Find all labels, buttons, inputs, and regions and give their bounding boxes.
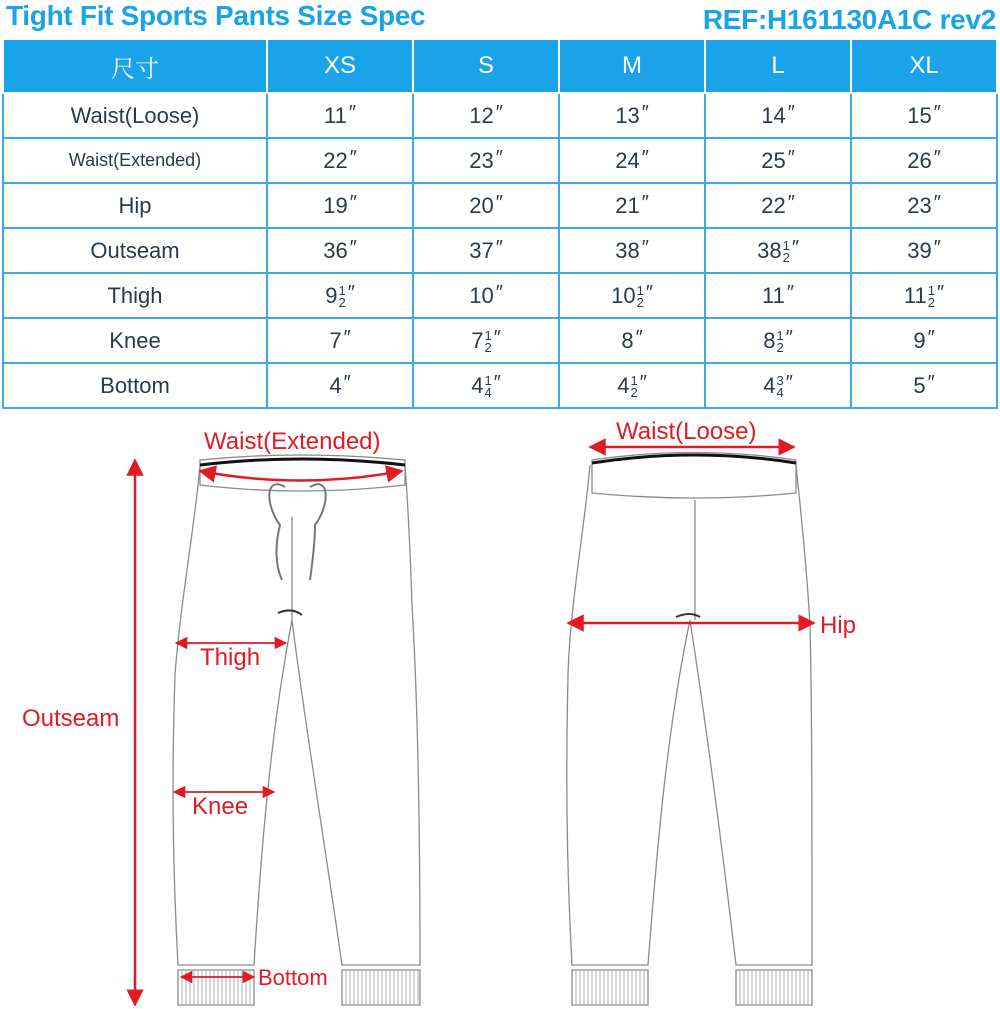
value-whole: 15 — [907, 103, 932, 128]
value-fraction — [776, 330, 783, 354]
value-whole: 14 — [761, 103, 786, 128]
table-row — [3, 183, 997, 228]
inch-mark: ″ — [927, 372, 935, 394]
measurement-label: Outseam — [3, 228, 267, 273]
inch-mark: ″ — [641, 192, 649, 214]
fraction-numerator: 1 — [776, 328, 784, 344]
fraction-numerator: 1 — [484, 328, 492, 344]
inch-mark: ″ — [635, 327, 643, 349]
value-whole: 38 — [757, 237, 782, 263]
value-whole: 19 — [323, 193, 348, 218]
knee-label: Knee — [192, 793, 249, 820]
fraction-numerator: 1 — [630, 373, 638, 389]
drawstring-left — [269, 484, 285, 580]
measurement-value — [705, 273, 851, 318]
value-whole: 22 — [761, 193, 786, 218]
measurement-value — [705, 363, 851, 408]
measurement-value — [267, 318, 413, 363]
inch-mark: ″ — [933, 192, 941, 214]
inch-mark: ″ — [343, 327, 351, 349]
fraction-numerator: 1 — [636, 283, 644, 299]
inch-mark: ″ — [495, 102, 503, 124]
reference-code: REF:H161130A1C rev2 — [702, 4, 996, 35]
value-whole: 12 — [469, 103, 494, 128]
value-whole: 23 — [469, 148, 494, 173]
drawstring-right — [310, 484, 326, 580]
inch-mark: ″ — [787, 192, 795, 214]
measurement-value — [705, 138, 851, 183]
size-header: L — [705, 39, 851, 93]
value-whole: 11 — [324, 103, 347, 128]
fraction-denominator: 2 — [484, 340, 492, 356]
front-pocket-mark — [278, 610, 302, 615]
inch-mark: ″ — [641, 102, 649, 124]
measurement-value — [267, 228, 413, 273]
back-pants-outline — [567, 453, 812, 1006]
fraction-denominator: 2 — [782, 250, 790, 266]
measurement-value — [705, 228, 851, 273]
inch-mark: ″ — [495, 147, 503, 169]
inch-mark: ″ — [787, 147, 795, 169]
measurement-value — [413, 228, 559, 273]
size-spec-table — [2, 38, 998, 409]
measurement-value — [559, 93, 705, 138]
measurement-value — [705, 93, 851, 138]
measurement-value — [267, 93, 413, 138]
waistband-front-edge — [200, 459, 405, 465]
measurement-value — [413, 138, 559, 183]
measurement-label: Bottom — [3, 363, 267, 408]
value-whole: 24 — [615, 148, 640, 173]
measurement-label: Waist(Extended) — [3, 138, 267, 183]
value-whole: 11 — [903, 282, 927, 308]
inch-mark: ″ — [639, 371, 647, 394]
inch-mark: ″ — [787, 102, 795, 124]
value-whole: 9 — [325, 282, 338, 308]
measurement-value — [267, 363, 413, 408]
value-fraction — [783, 240, 790, 264]
measurement-value — [267, 273, 413, 318]
fraction-denominator: 4 — [776, 385, 784, 401]
inch-mark: ″ — [936, 281, 945, 304]
table-row — [3, 273, 997, 318]
measurement-value — [413, 93, 559, 138]
measurement-value — [851, 363, 997, 408]
measurement-value — [851, 183, 997, 228]
front-pants-outline — [173, 455, 420, 1005]
measurement-value — [851, 228, 997, 273]
back-pocket-mark — [676, 614, 700, 617]
value-whole: 36 — [323, 238, 348, 263]
waist-extended-label: Waist(Extended) — [204, 428, 381, 455]
inch-mark: ″ — [495, 192, 503, 214]
measurement-value — [705, 318, 851, 363]
value-whole: 23 — [907, 193, 932, 218]
value-fraction — [338, 285, 345, 309]
size-header: XL — [851, 39, 997, 93]
measurement-label: Thigh — [3, 273, 267, 318]
inch-mark: ″ — [495, 282, 503, 304]
size-header: M — [559, 39, 705, 93]
inch-mark: ″ — [785, 326, 793, 349]
measurement-value — [851, 273, 997, 318]
value-fraction — [484, 330, 491, 354]
inch-mark: ″ — [493, 326, 501, 349]
value-whole: 10 — [611, 282, 636, 308]
inch-mark: ″ — [927, 327, 935, 349]
inch-mark: ″ — [933, 102, 941, 124]
table-row — [3, 93, 997, 138]
size-header: XS — [267, 39, 413, 93]
measurement-value — [413, 273, 559, 318]
hip-label: Hip — [820, 612, 857, 639]
value-whole: 7 — [329, 328, 342, 353]
fraction-denominator: 2 — [338, 295, 346, 311]
table-row — [3, 363, 997, 408]
inch-mark: ″ — [645, 281, 653, 304]
value-whole: 39 — [907, 238, 932, 263]
value-whole: 38 — [615, 238, 640, 263]
fraction-numerator: 3 — [776, 373, 784, 389]
size-header: S — [413, 39, 559, 93]
value-whole: 20 — [469, 193, 494, 218]
measurement-value — [851, 318, 997, 363]
value-fraction — [637, 285, 644, 309]
inch-mark: ″ — [349, 147, 357, 169]
value-whole: 10 — [469, 283, 494, 308]
measurement-value — [413, 318, 559, 363]
value-whole: 26 — [907, 148, 932, 173]
inch-mark: ″ — [349, 192, 357, 214]
inch-mark: ″ — [343, 372, 351, 394]
measurement-value — [559, 363, 705, 408]
inch-mark: ″ — [641, 147, 649, 169]
inch-mark: ″ — [933, 237, 941, 259]
measurement-value — [413, 363, 559, 408]
fraction-denominator: 2 — [636, 295, 644, 311]
table-row — [3, 138, 997, 183]
waist-extended-arrow — [200, 471, 402, 481]
value-whole: 9 — [913, 328, 926, 353]
value-whole: 25 — [761, 148, 786, 173]
inch-mark: ″ — [349, 237, 357, 259]
value-fraction — [776, 375, 783, 399]
measurement-value — [705, 183, 851, 228]
fraction-numerator: 1 — [927, 283, 935, 299]
corner-label: 尺寸 — [3, 39, 267, 93]
value-whole: 8 — [621, 328, 634, 353]
pants-diagram — [0, 405, 1000, 1009]
measurement-value — [267, 183, 413, 228]
table-header-row — [3, 39, 997, 93]
value-whole: 21 — [615, 193, 640, 218]
inch-mark: ″ — [493, 371, 501, 394]
inch-mark: ″ — [791, 236, 799, 259]
fraction-numerator: 1 — [782, 238, 790, 254]
inch-mark: ″ — [347, 281, 355, 304]
inch-mark: ″ — [786, 282, 794, 304]
bottom-label: Bottom — [258, 965, 328, 990]
fraction-denominator: 2 — [927, 295, 935, 311]
fraction-denominator: 2 — [776, 340, 784, 356]
value-whole: 11 — [762, 283, 785, 308]
value-whole: 4 — [763, 372, 776, 398]
value-whole: 7 — [471, 327, 484, 353]
inch-mark: ″ — [641, 237, 649, 259]
value-fraction — [484, 375, 491, 399]
value-whole: 22 — [323, 148, 348, 173]
measurement-value — [559, 138, 705, 183]
value-whole: 8 — [763, 327, 776, 353]
waist-loose-label: Waist(Loose) — [616, 418, 757, 445]
fraction-numerator: 1 — [484, 373, 492, 389]
inch-mark: ″ — [933, 147, 941, 169]
inch-mark: ″ — [785, 371, 793, 394]
measurement-value — [267, 138, 413, 183]
measurement-label: Waist(Loose) — [3, 93, 267, 138]
fraction-numerator: 1 — [338, 283, 346, 299]
thigh-label: Thigh — [200, 644, 261, 671]
measurement-value — [559, 183, 705, 228]
measurement-value — [851, 138, 997, 183]
table-row — [3, 228, 997, 273]
value-whole: 13 — [615, 103, 640, 128]
inch-mark: ″ — [495, 237, 503, 259]
table-row — [3, 318, 997, 363]
measurement-value — [413, 183, 559, 228]
value-whole: 4 — [471, 372, 484, 398]
value-fraction — [928, 285, 935, 309]
outseam-label: Outseam — [22, 705, 120, 732]
value-whole: 4 — [329, 373, 342, 398]
value-whole: 4 — [617, 372, 630, 398]
measurement-label: Hip — [3, 183, 267, 228]
measurement-value — [559, 318, 705, 363]
fraction-denominator: 4 — [484, 385, 492, 401]
page-title: Tight Fit Sports Pants Size Spec — [6, 0, 426, 31]
measurement-value — [851, 93, 997, 138]
inch-mark: ″ — [348, 102, 356, 124]
measurement-label: Knee — [3, 318, 267, 363]
value-whole: 5 — [913, 373, 926, 398]
measurement-value — [559, 228, 705, 273]
value-whole: 37 — [469, 238, 494, 263]
fraction-denominator: 2 — [630, 385, 638, 401]
value-fraction — [630, 375, 637, 399]
measurement-value — [559, 273, 705, 318]
